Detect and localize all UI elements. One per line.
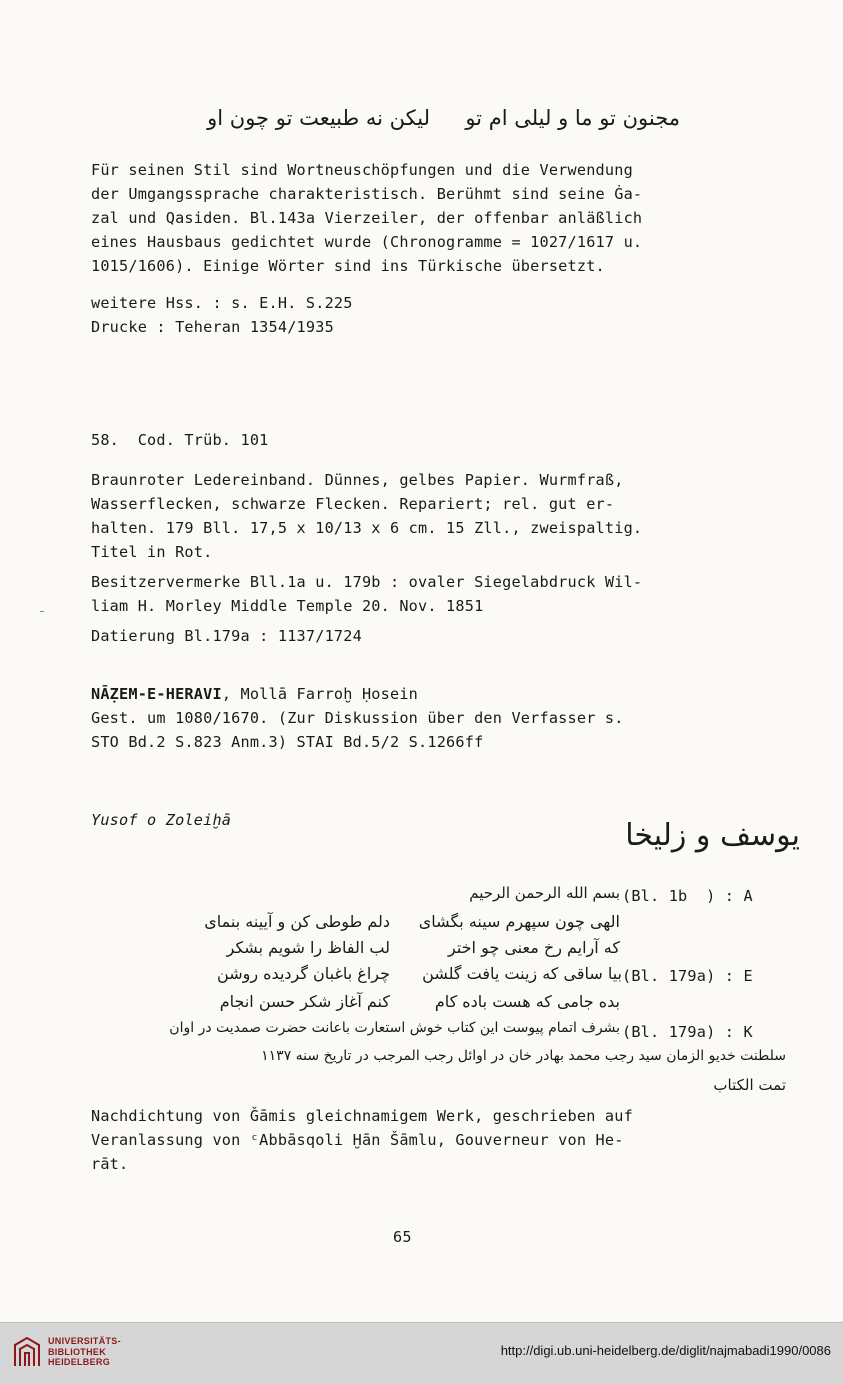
author-line	[91, 682, 791, 706]
colophon-line: سلطنت خدیو الزمان سید رجب محمد بهادر خان در اوائل رجب المرجب در تاریخ سنه ۱۱۳۷	[261, 1048, 786, 1064]
text-line: Nachdichtung von Ǧāmis gleichnamigem Werk, geschrieben auf	[91, 1107, 633, 1125]
text-line: Gest. um 1080/1670. (Zur Diskussion über den Verfasser s.	[91, 709, 624, 727]
explicit-verse: کنم آغاز شکر حسن انجام	[219, 992, 390, 1011]
text-line: eines Hausbaus gedichtet wurde (Chronogramme = 1027/1617 u.	[91, 233, 643, 251]
explicit-verse: چراغ باغبان گردیده روشن	[217, 964, 390, 983]
explicit-e-ref: (Bl. 179a) : E	[622, 967, 753, 985]
ownership-notes	[91, 570, 791, 618]
text-line: Veranlassung von ᶜAbbāsqoli Ḫān Šāmlu, Gouverneur von He-	[91, 1131, 624, 1149]
prints: Drucke : Teheran 1354/1935	[91, 318, 334, 336]
text-line: der Umgangssprache charakteristisch. Berühmt sind seine Ġa-	[91, 185, 643, 203]
library-name-line: UNIVERSITÄTS-	[48, 1336, 121, 1346]
closing-paragraph	[91, 1104, 791, 1176]
author-entry	[91, 682, 791, 754]
colophon-line: بشرف اتمام پیوست این کتاب خوش استعارت باعانت حضرت صمدیت در اوان	[169, 1020, 620, 1036]
intro-paragraph	[91, 158, 791, 278]
margin-mark	[40, 611, 44, 612]
incipit-verse: دلم طوطی کن و آیینه بنمای	[204, 912, 390, 931]
dating	[91, 624, 791, 648]
author-name-rest: , Mollā Farroḫ Ḥosein	[221, 685, 419, 703]
text-line: liam H. Morley Middle Temple 20. Nov. 1851	[91, 597, 484, 615]
colophon-k-ref: (Bl. 179a) : K	[622, 1023, 753, 1041]
library-name	[48, 1336, 121, 1368]
incipit-verse: لب الفاظ را شویم بشکر	[226, 938, 390, 957]
dating-line: Datierung Bl.179a : 1137/1724	[91, 627, 362, 645]
text-line: Titel in Rot.	[91, 543, 213, 561]
colophon-line: تمت الکتاب	[713, 1076, 786, 1094]
text-line: Wasserflecken, schwarze Flecken. Repariert; rel. gut er-	[91, 495, 615, 513]
entry-heading	[91, 428, 791, 452]
entry-number-title: 58. Cod. Trüb. 101	[91, 431, 269, 449]
text-line: zal und Qasiden. Bl.143a Vierzeiler, der offenbar anläßlich	[91, 209, 643, 227]
footer-bar	[0, 1322, 843, 1384]
work-title-text: Yusof o Zoleiḫā	[91, 811, 232, 829]
source-url-link[interactable]: http://digi.ub.uni-heidelberg.de/diglit/najmabadi1990/0086	[500, 1343, 831, 1358]
incipit-a-ref: (Bl. 1b ) : A	[622, 887, 753, 905]
text-line: Besitzervermerke Bll.1a u. 179b : ovaler Siegelabdruck Wil-	[91, 573, 643, 591]
library-name-line: HEIDELBERG	[48, 1357, 111, 1367]
text-line: STO Bd.2 S.823 Anm.3) STAI Bd.5/2 S.1266ff	[91, 733, 484, 751]
library-name-line: BIBLIOTHEK	[48, 1346, 106, 1357]
explicit-verse: بده جامی که هست باده کام	[434, 992, 620, 1011]
explicit-verse: بیا ساقی که زینت یافت گلشن	[422, 964, 622, 983]
incipit-verse: که آرایم رخ معنی چو اختر	[448, 938, 620, 957]
author-name: NĀẒEM-E-HERAVI	[91, 685, 222, 703]
text-line: halten. 179 Bll. 17,5 x 10/13 x 6 cm. 15 Zll., zweispaltig.	[91, 519, 643, 537]
work-title-arabic: یوسف و زلیخا	[625, 818, 800, 853]
text-line: rāt.	[91, 1155, 129, 1173]
library-logo-icon	[12, 1335, 42, 1369]
text-line: 1015/1606). Einige Wörter sind ins Türkische übersetzt.	[91, 257, 605, 275]
text-line: Braunroter Ledereinband. Dünnes, gelbes Papier. Wurmfraß,	[91, 471, 624, 489]
other-manuscripts: weitere Hss. : s. E.H. S.225	[91, 294, 353, 312]
page-number: 65	[393, 1228, 412, 1246]
text-line: Für seinen Stil sind Wortneuschöpfungen und die Verwendung	[91, 161, 633, 179]
header-verse-right: مجنون تو ما و لیلی ام تو	[465, 106, 680, 130]
incipit-verse: الهی چون سپهرم سینه بگشای	[418, 912, 620, 931]
references	[91, 291, 791, 339]
header-verse-left: لیکن نه طبیعت تو چون او	[207, 106, 430, 130]
manuscript-description	[91, 468, 791, 564]
incipit-basmala: بسم الله الرحمن الرحیم	[469, 884, 620, 902]
